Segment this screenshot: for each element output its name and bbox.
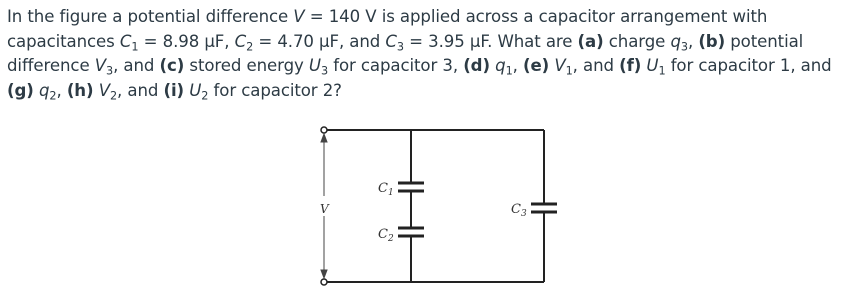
problem-text-segment: 2 (109, 89, 118, 103)
problem-text-segment: for capacitor 1, and (665, 56, 832, 76)
problem-text-segment: C (119, 31, 132, 51)
problem-text-segment: In the figure a potential difference (7, 7, 294, 26)
problem-text-segment: = 4.70 μF, and (253, 31, 386, 51)
terminal-bottom (321, 279, 327, 285)
problem-text-segment: (e) (523, 56, 550, 76)
problem-text-segment: V (98, 80, 110, 100)
problem-text-segment: 3 (320, 64, 329, 78)
problem-text-segment: capacitances (7, 31, 120, 51)
problem-text-segment: q (495, 56, 506, 76)
problem-text-segment: = 140 V is applied across a capacitor arrangement with (304, 7, 768, 26)
problem-text-segment: 1 (565, 64, 573, 78)
problem-text-segment: 2 (246, 39, 254, 53)
problem-text-segment: (g) (7, 80, 34, 100)
problem-text-segment: stored energy (184, 56, 309, 76)
problem-text-segment: q (38, 80, 50, 100)
problem-text-segment: , (512, 56, 523, 76)
problem-text-segment: (i) (163, 80, 185, 100)
problem-text-segment: potential (725, 31, 804, 51)
problem-text-segment: , and (113, 56, 160, 76)
problem-text-segment: V (94, 56, 106, 76)
problem-text-segment: charge (603, 31, 671, 51)
problem-text-segment: (a) (577, 31, 604, 51)
label-c3: $C_3$ (511, 202, 527, 219)
problem-text-segment: = 3.95 μF. What are (403, 31, 578, 51)
problem-text-segment: difference (7, 56, 95, 76)
problem-text-segment: U (308, 56, 321, 76)
terminal-top (321, 127, 327, 133)
problem-text-segment: , (56, 80, 67, 100)
problem-text-segment: 1 (505, 64, 513, 78)
problem-text-segment: U (646, 56, 659, 76)
voltage-arrowhead-down (321, 270, 327, 278)
problem-text-segment: 2 (201, 89, 209, 103)
problem-text-segment: C (385, 31, 397, 51)
problem-text-segment: 1 (658, 64, 666, 78)
problem-text-segment: for capacitor 2? (208, 80, 342, 100)
label-c2: $C_2$ (378, 227, 394, 244)
problem-text-segment: , (687, 31, 699, 51)
problem-text-segment: (f) (619, 56, 642, 76)
capacitor-plates (398, 183, 557, 236)
problem-text-segment: 3 (396, 39, 404, 53)
problem-text-segment: (c) (159, 56, 185, 76)
problem-text-segment: for capacitor 3, (328, 56, 464, 76)
problem-text-segment: 2 (49, 89, 57, 103)
problem-text-segment: q (670, 31, 681, 51)
problem-text-segment: (b) (698, 31, 726, 51)
problem-text-segment: (h) (66, 80, 94, 100)
problem-text-segment: (d) (463, 56, 490, 76)
voltage-arrowhead-up (321, 134, 327, 142)
problem-text-segment: 3 (680, 39, 688, 53)
problem-text-segment: V (293, 7, 305, 26)
problem-text-segment: , and (572, 56, 620, 76)
problem-text-segment: 3 (106, 64, 114, 78)
problem-text-segment: , and (117, 80, 164, 100)
problem-text-segment: V (554, 56, 566, 76)
label-c1: $C_1$ (378, 181, 394, 198)
problem-text-segment: 1 (131, 39, 139, 53)
problem-text-segment: = 8.98 μF, (138, 31, 235, 51)
label-v: V (320, 202, 329, 216)
problem-text-segment: C (234, 31, 247, 51)
problem-text-segment: U (189, 80, 202, 100)
